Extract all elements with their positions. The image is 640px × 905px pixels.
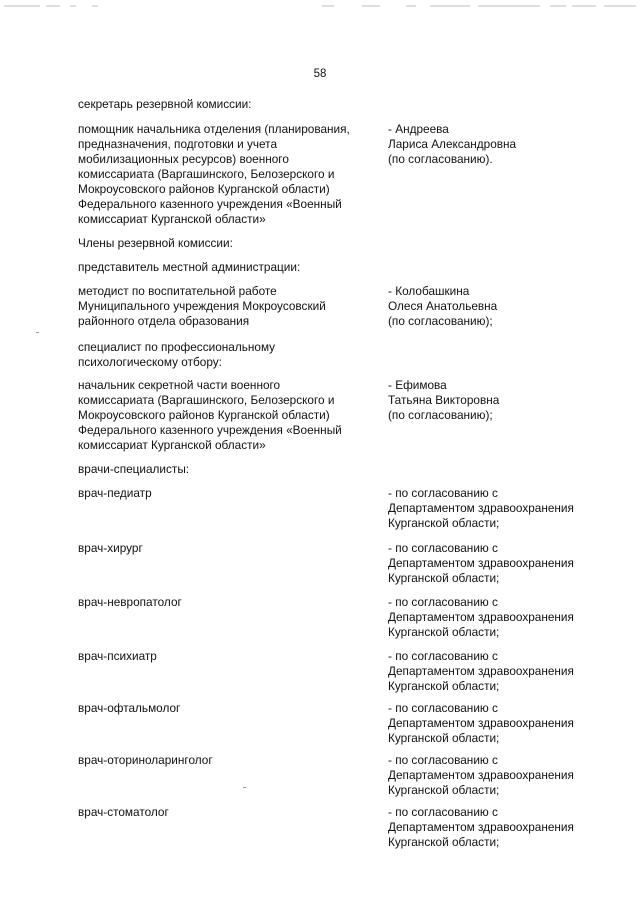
selection-position: начальник секретной части военного комиссариата (Варгашинского, Белозерского и Мокроусовского районов Курганской области) Федерального казенного учреждения «Военный комиссариат Курганской области» <box>78 378 342 452</box>
secretary-position: помощник начальника отделения (планирования, предназначения, подготовки и учета мобилизационных ресурсов) военного комиссариата (Варгашинского, Белозерского и Мокроусовского районов Курганской области) Федерального казенного учреждения «Военный комиссариат Курганской области» <box>78 122 350 226</box>
doctors-heading: врачи-специалисты: <box>78 462 190 476</box>
doctor-title: врач-психиатр <box>78 649 157 663</box>
doctor-note: - по согласованию с Департаментом здравоохранения Курганской области; <box>388 595 574 639</box>
doctor-note: - по согласованию с Департаментом здравоохранения Курганской области; <box>388 701 574 745</box>
local-admin-person: - Колобашкина Олеся Анатольевна (по согласованию); <box>388 284 498 328</box>
doctor-title: врач-хирург <box>78 541 143 555</box>
page-number: 58 <box>313 68 327 80</box>
doctor-title: врач-офтальмолог <box>78 701 181 715</box>
doctor-title: врач-оториноларинголог <box>78 753 213 767</box>
selection-person: - Ефимова Татьяна Викторовна (по согласованию); <box>388 378 500 422</box>
members-heading: Члены резервной комиссии: <box>78 236 233 250</box>
doctor-note: - по согласованию с Департаментом здравоохранения Курганской области; <box>388 753 574 797</box>
doctor-note: - по согласованию с Департаментом здравоохранения Курганской области; <box>388 486 574 530</box>
doctor-title: врач-невропатолог <box>78 595 182 609</box>
scan-speck <box>243 787 246 788</box>
local-admin-position: методист по воспитательной работе Муниципального учреждения Мокроусовский районного отдела образования <box>78 284 326 328</box>
doctor-title: врач-стоматолог <box>78 805 169 819</box>
selection-heading: специалист по профессиональному психологическому отбору: <box>78 340 276 369</box>
doctor-note: - по согласованию с Департаментом здравоохранения Курганской области; <box>388 541 574 585</box>
secretary-heading: секретарь резервной комиссии: <box>78 97 252 111</box>
secretary-person: - Андреева Лариса Александровна (по согласованию). <box>388 122 517 166</box>
scan-artifact-top <box>0 0 640 12</box>
local-admin-heading: представитель местной администрации: <box>78 260 301 274</box>
scan-speck <box>36 332 39 333</box>
doctor-title: врач-педиатр <box>78 486 152 500</box>
doctor-note: - по согласованию с Департаментом здравоохранения Курганской области; <box>388 805 574 849</box>
doctor-note: - по согласованию с Департаментом здравоохранения Курганской области; <box>388 649 574 693</box>
